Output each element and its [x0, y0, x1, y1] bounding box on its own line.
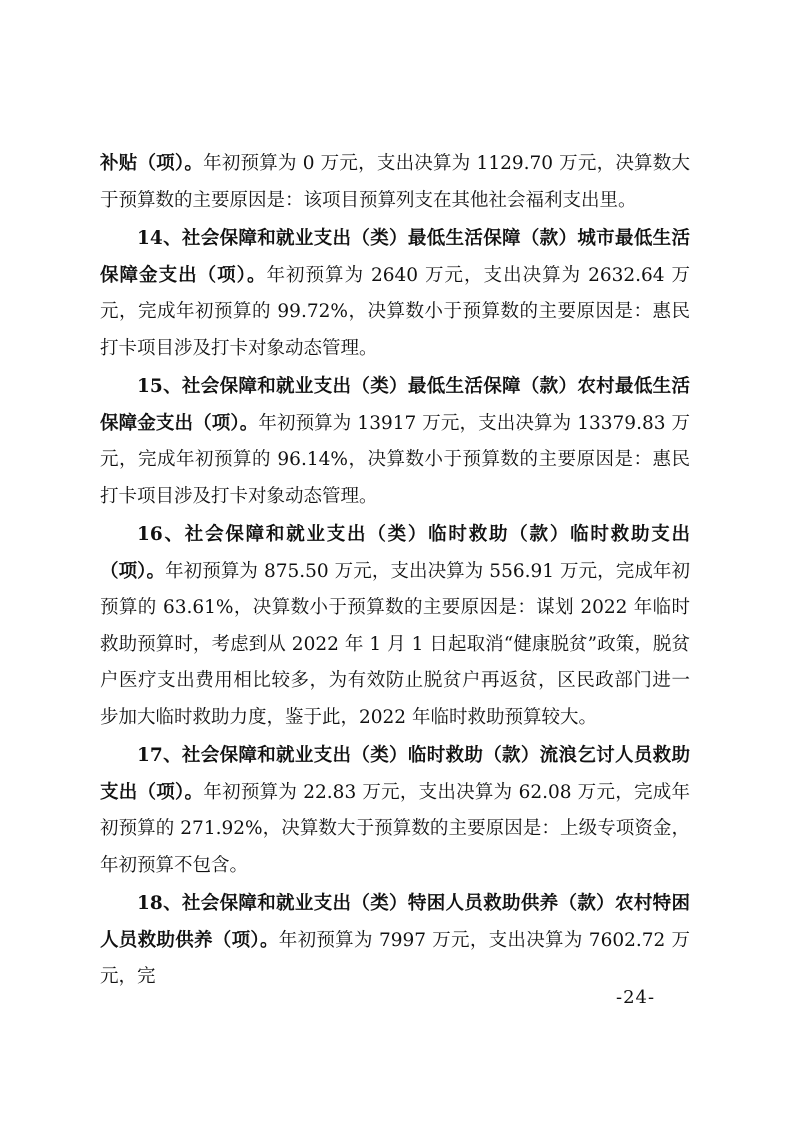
paragraph-text: 年初预算为 7997 万元，支出决算为 7602.72 万元，完	[100, 929, 690, 987]
paragraph-text: 年初预算为 13917 万元，支出决算为 13379.83 万元，完成年初预算的 96.14%，决算数小于预算数的主要原因是：惠民打卡项目涉及打卡对象动态管理。	[100, 412, 690, 507]
paragraph-18	[100, 886, 690, 996]
paragraph-text: 年初预算为 2640 万元，支出决算为 2632.64 万元，完成年初预算的 99.72%，决算数小于预算数的主要原因是：惠民打卡项目涉及打卡对象动态管理。	[100, 264, 690, 359]
paragraph-15	[100, 369, 690, 515]
paragraph-heading: 16、社会保障和就业支出（类）临时救助（款）临时救助支出（项）。	[100, 524, 690, 582]
paragraph-16	[100, 517, 690, 736]
paragraph-heading: 15、社会保障和就业支出（类）最低生活保障（款）农村最低生活保障金支出（项）。	[100, 376, 690, 434]
paragraph-13-continued	[100, 146, 690, 219]
paragraph-heading: 补贴（项）。	[100, 153, 204, 174]
document-body	[100, 146, 690, 998]
paragraph-17	[100, 738, 690, 884]
paragraph-text: 年初预算为 0 万元，支出决算为 1129.70 万元，决算数大于预算数的主要原因是：该项目预算列支在其他社会福利支出里。	[100, 153, 690, 211]
paragraph-heading: 18、社会保障和就业支出（类）特困人员救助供养（款）农村特困人员救助供养（项）。	[100, 893, 690, 951]
page-number: -24-	[616, 987, 656, 1008]
paragraph-text: 年初预算为 22.83 万元，支出决算为 62.08 万元，完成年初预算的 271.92%，决算数大于预算数的主要原因是：上级专项资金，年初预算不包含。	[100, 781, 690, 876]
paragraph-text: 年初预算为 875.50 万元，支出决算为 556.91 万元，完成年初预算的 63.61%，决算数小于预算数的主要原因是：谋划 2022 年临时救助预算时，考虑到从 2022 年 1 月 1 日起取消“健康脱贫”政策，脱贫户医疗支出费用相比较多，为有效防止脱贫户再返贫，区民政部门进一步加大临时救助力度，鉴于此，2022 年临时救助预算较大。	[100, 560, 690, 728]
paragraph-heading: 14、社会保障和就业支出（类）最低生活保障（款）城市最低生活保障金支出（项）。	[100, 228, 690, 286]
paragraph-14	[100, 221, 690, 367]
paragraph-heading: 17、社会保障和就业支出（类）临时救助（款）流浪乞讨人员救助支出（项）。	[100, 745, 690, 803]
